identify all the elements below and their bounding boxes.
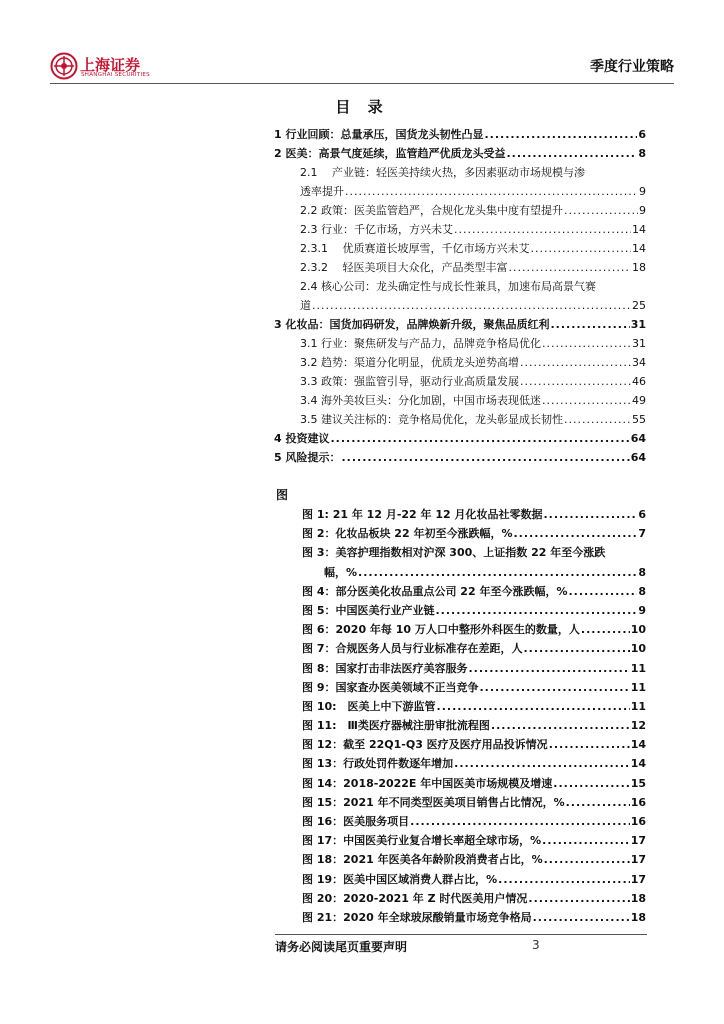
toc-entry-text: 1 行业回顾：总量承压，国货龙头韧性凸显 — [274, 128, 484, 141]
toc-entry[interactable] — [274, 240, 646, 259]
figure-entry-page: 18 — [630, 891, 646, 905]
figure-entry[interactable] — [302, 717, 646, 736]
figure-entry[interactable] — [302, 698, 646, 717]
report-type: 季度行业策略 — [590, 59, 674, 75]
toc-leader — [542, 394, 631, 407]
toc-entry[interactable] — [274, 335, 646, 354]
toc-entry[interactable] — [274, 354, 646, 373]
toc-entry-text-cont: 透率提升 — [300, 185, 344, 198]
toc-entry-page: 46 — [632, 375, 646, 388]
figure-entry[interactable] — [302, 506, 646, 525]
toc-entry[interactable] — [274, 430, 646, 449]
figure-entry-text: 图 19：医美中国区域消费人群占比，% — [302, 872, 498, 886]
figure-entry-text: 图 4：部分医美化妆品重点公司 22 年至今涨跌幅，% — [302, 584, 568, 598]
toc-entry-page: 49 — [632, 394, 646, 407]
figure-entry-text: 图 14：2018-2022E 年中国医美市场规模及增速 — [302, 776, 553, 790]
toc-leader — [553, 777, 629, 790]
figure-entry-text: 图 15：2021 年不同类型医美项目销售占比情况，% — [302, 795, 565, 809]
toc-leader — [549, 738, 630, 751]
toc-entry-text: 4 投资建议 — [274, 432, 330, 445]
figure-entry[interactable] — [302, 909, 646, 928]
figure-entry[interactable] — [302, 755, 646, 774]
toc-entry-page: 18 — [632, 261, 646, 274]
toc-leader — [564, 413, 631, 426]
toc-entry[interactable] — [274, 411, 646, 430]
toc-leader — [435, 604, 637, 617]
figure-entry-text: 图 20：2020-2021 年 Z 时代医美用户情况 — [302, 891, 528, 905]
figure-entry[interactable] — [302, 851, 646, 870]
logo-mark-icon — [50, 52, 78, 80]
toc-entry[interactable] — [274, 449, 646, 468]
toc-leader — [513, 527, 637, 540]
figure-entry-page: 8 — [638, 565, 646, 579]
figure-entry[interactable] — [302, 813, 646, 832]
figure-entry[interactable] — [302, 679, 646, 698]
toc-leader — [520, 375, 631, 388]
figure-entry[interactable] — [302, 775, 646, 794]
figure-entry[interactable] — [302, 890, 646, 909]
figure-entry-text-cont: 幅，% — [324, 565, 358, 579]
figure-entry[interactable] — [302, 871, 646, 890]
toc-leader — [530, 242, 631, 255]
toc-entry-text: 2.2 政策：医美监管趋严，合规化龙头集中度有望提升 — [300, 204, 563, 217]
figure-entry-page: 9 — [638, 603, 646, 617]
figure-entry-text: 图 12：截至 22Q1-Q3 医疗及医疗用品投诉情况 — [302, 738, 548, 752]
figure-entry-page: 17 — [630, 834, 646, 848]
toc-entry-page: 6 — [638, 128, 646, 141]
toc-entry-page: 8 — [638, 147, 646, 160]
figure-entry-text: 图 10: 医美上中下游监管 — [302, 699, 436, 713]
toc-leader — [358, 566, 637, 579]
figure-entry-page: 18 — [630, 910, 646, 924]
toc-entry-page: 25 — [632, 299, 646, 312]
figure-entry-page: 6 — [638, 508, 646, 521]
toc-leader — [479, 681, 629, 694]
toc-leader — [312, 299, 631, 312]
toc-leader — [506, 147, 637, 160]
figure-entry-page: 11 — [630, 661, 646, 675]
footer-divider — [275, 934, 647, 935]
figure-entry-page: 14 — [630, 757, 646, 771]
figure-list — [302, 506, 646, 928]
figure-entry[interactable] — [302, 621, 646, 640]
figure-entry-text: 图 16：医美服务项目 — [302, 815, 410, 828]
toc-entry-text: 2.3 行业：千亿市场，方兴未艾 — [300, 223, 453, 236]
figure-entry-page: 12 — [630, 719, 646, 733]
figure-entry-text: 图 21：2020 年全球玻尿酸销量市场竞争格局 — [302, 910, 532, 924]
figure-entry-page: 16 — [630, 815, 646, 828]
figure-entry-page: 16 — [630, 795, 646, 809]
figure-entry[interactable] — [302, 640, 646, 659]
toc-leader — [437, 700, 630, 713]
figure-entry[interactable] — [302, 544, 646, 582]
figure-entry-page: 17 — [630, 872, 646, 886]
toc-entry[interactable] — [274, 202, 646, 221]
toc-entry[interactable] — [274, 316, 646, 335]
toc-leader — [454, 223, 631, 236]
toc-leader — [498, 873, 630, 886]
figure-entry-page: 17 — [630, 853, 646, 867]
figure-entry-text: 图 17：中国医美行业复合增长率超全球市场，% — [302, 834, 542, 848]
toc-entry[interactable] — [274, 392, 646, 411]
toc-leader — [508, 261, 631, 274]
toc-entry-page: 9 — [639, 204, 646, 217]
figure-entry-page: 11 — [630, 680, 646, 694]
toc-entry-text: 2.3.1 优质赛道长坡厚雪，千亿市场方兴未艾 — [300, 242, 530, 255]
page-header — [50, 50, 674, 84]
figure-entry-page: 10 — [630, 642, 646, 656]
toc-entry-page: 64 — [630, 432, 646, 445]
figure-entry-text: 图 9：国家查办医美领域不正当竞争 — [302, 680, 479, 694]
figure-entry-text: 图 3：美容护理指数相对沪深 300、上证指数 22 年至今涨跌 — [302, 546, 606, 560]
toc-entry-page: 34 — [632, 356, 646, 369]
toc-leader — [330, 432, 629, 445]
toc-entry-text: 2.4 核心公司：龙头确定性与成长性兼具，加速布局高景气赛 — [300, 280, 596, 293]
figure-entry-page: 14 — [630, 738, 646, 752]
toc-leader — [544, 508, 638, 521]
figure-entry[interactable] — [302, 660, 646, 679]
toc-entry-text: 3.2 趋势：渠道分化明显，优质龙头逆势高增 — [300, 356, 519, 369]
figure-list-label: 图 — [276, 488, 289, 502]
logo-chinese-name: 上海证券 — [80, 56, 141, 74]
figure-entry-text: 图 8：国家打击非法医疗美容服务 — [302, 661, 468, 675]
toc-entry-text: 3.1 行业：聚焦研发与产品力，品牌竞争格局优化 — [300, 337, 541, 350]
toc-leader — [542, 337, 631, 350]
toc-leader — [523, 642, 629, 655]
toc-leader — [550, 318, 629, 331]
toc-entry[interactable] — [274, 278, 646, 316]
figure-entry-text: 图 18：2021 年医美各年龄阶段消费者占比，% — [302, 853, 543, 867]
toc-entry-text: 3.5 建议关注标的：竞争格局优化，龙头彰显成长韧性 — [300, 413, 563, 426]
toc-leader — [520, 356, 631, 369]
toc-leader — [564, 204, 638, 217]
figure-entry-page: 8 — [638, 584, 646, 598]
toc-entry-page: 14 — [632, 223, 646, 236]
toc-entry-text-cont: 道 — [300, 299, 311, 312]
toc-leader — [410, 815, 630, 828]
toc-entry-text: 2.3.2 轻医美项目大众化，产品类型丰富 — [300, 261, 508, 274]
toc-entry-page: 31 — [632, 337, 646, 350]
figure-entry-text: 图 5：中国医美行业产业链 — [302, 603, 435, 617]
toc-leader — [566, 796, 630, 809]
figure-entry-page: 10 — [630, 623, 646, 637]
toc-leader — [491, 719, 630, 732]
toc-entry-text: 3 化妆品：国货加码研发，品牌焕新升级，聚焦品质红利 — [274, 318, 550, 331]
figure-entry-text: 图 1: 21 年 12 月-22 年 12 月化妆品社零数据 — [302, 508, 543, 521]
toc-entry[interactable] — [274, 373, 646, 392]
toc-entry[interactable] — [274, 221, 646, 240]
table-of-contents — [274, 126, 646, 468]
toc-entry[interactable] — [274, 126, 646, 145]
toc-leader — [542, 834, 630, 847]
toc-leader — [568, 585, 637, 598]
figure-entry[interactable] — [302, 832, 646, 851]
toc-leader — [341, 451, 629, 464]
toc-entry[interactable] — [274, 259, 646, 278]
toc-entry-page: 64 — [630, 451, 646, 464]
figure-entry[interactable] — [302, 736, 646, 755]
toc-entry-text: 2 医美：高景气度延续，监管趋严优质龙头受益 — [274, 147, 506, 160]
toc-entry-page: 31 — [630, 318, 646, 331]
figure-entry[interactable] — [302, 525, 646, 544]
toc-title: 目 录 — [335, 98, 389, 116]
figure-entry-text: 图 2：化妆品板块 22 年初至今涨跌幅，% — [302, 527, 513, 541]
toc-entry[interactable] — [274, 164, 646, 202]
header-divider — [50, 83, 674, 84]
figure-entry-page: 15 — [630, 776, 646, 790]
toc-leader — [468, 662, 629, 675]
toc-leader — [454, 757, 630, 770]
toc-leader — [544, 853, 630, 866]
figure-entry-text: 图 7：合规医务人员与行业标准存在差距，人 — [302, 642, 523, 656]
figure-entry[interactable] — [302, 794, 646, 813]
footer-disclaimer: 请务必阅读尾页重要声明 — [275, 940, 408, 954]
toc-entry-page: 14 — [632, 242, 646, 255]
figure-entry-text: 图 13：行政处罚件数逐年增加 — [302, 757, 454, 771]
toc-entry-text: 5 风险提示： — [274, 451, 341, 464]
toc-leader — [581, 623, 630, 636]
toc-entry-text: 2.1 产业链：轻医美持续火热，多因素驱动市场规模与渗 — [300, 166, 585, 179]
toc-leader — [345, 185, 638, 198]
toc-leader — [533, 911, 630, 924]
page-number: 3 — [532, 938, 540, 952]
figure-entry[interactable] — [302, 602, 646, 621]
figure-entry-page: 7 — [638, 527, 646, 541]
figure-entry-text: 图 6：2020 年每 10 万人口中整形外科医生的数量，人 — [302, 623, 580, 637]
figure-entry-text: 图 11: Ⅲ类医疗器械注册审批流程图 — [302, 719, 490, 733]
toc-leader — [484, 128, 637, 141]
figure-entry-page: 11 — [630, 699, 646, 713]
figure-entry[interactable] — [302, 583, 646, 602]
toc-entry-page: 55 — [632, 413, 646, 426]
toc-entry-page: 9 — [639, 185, 646, 198]
logo-english-name: SHANGHAI SECURITIES — [81, 72, 150, 78]
toc-leader — [528, 892, 629, 905]
toc-entry-text: 3.4 海外美妆巨头：分化加剧，中国市场表现低迷 — [300, 394, 541, 407]
toc-entry-text: 3.3 政策：强监管引导，驱动行业高质量发展 — [300, 375, 519, 388]
toc-entry[interactable] — [274, 145, 646, 164]
